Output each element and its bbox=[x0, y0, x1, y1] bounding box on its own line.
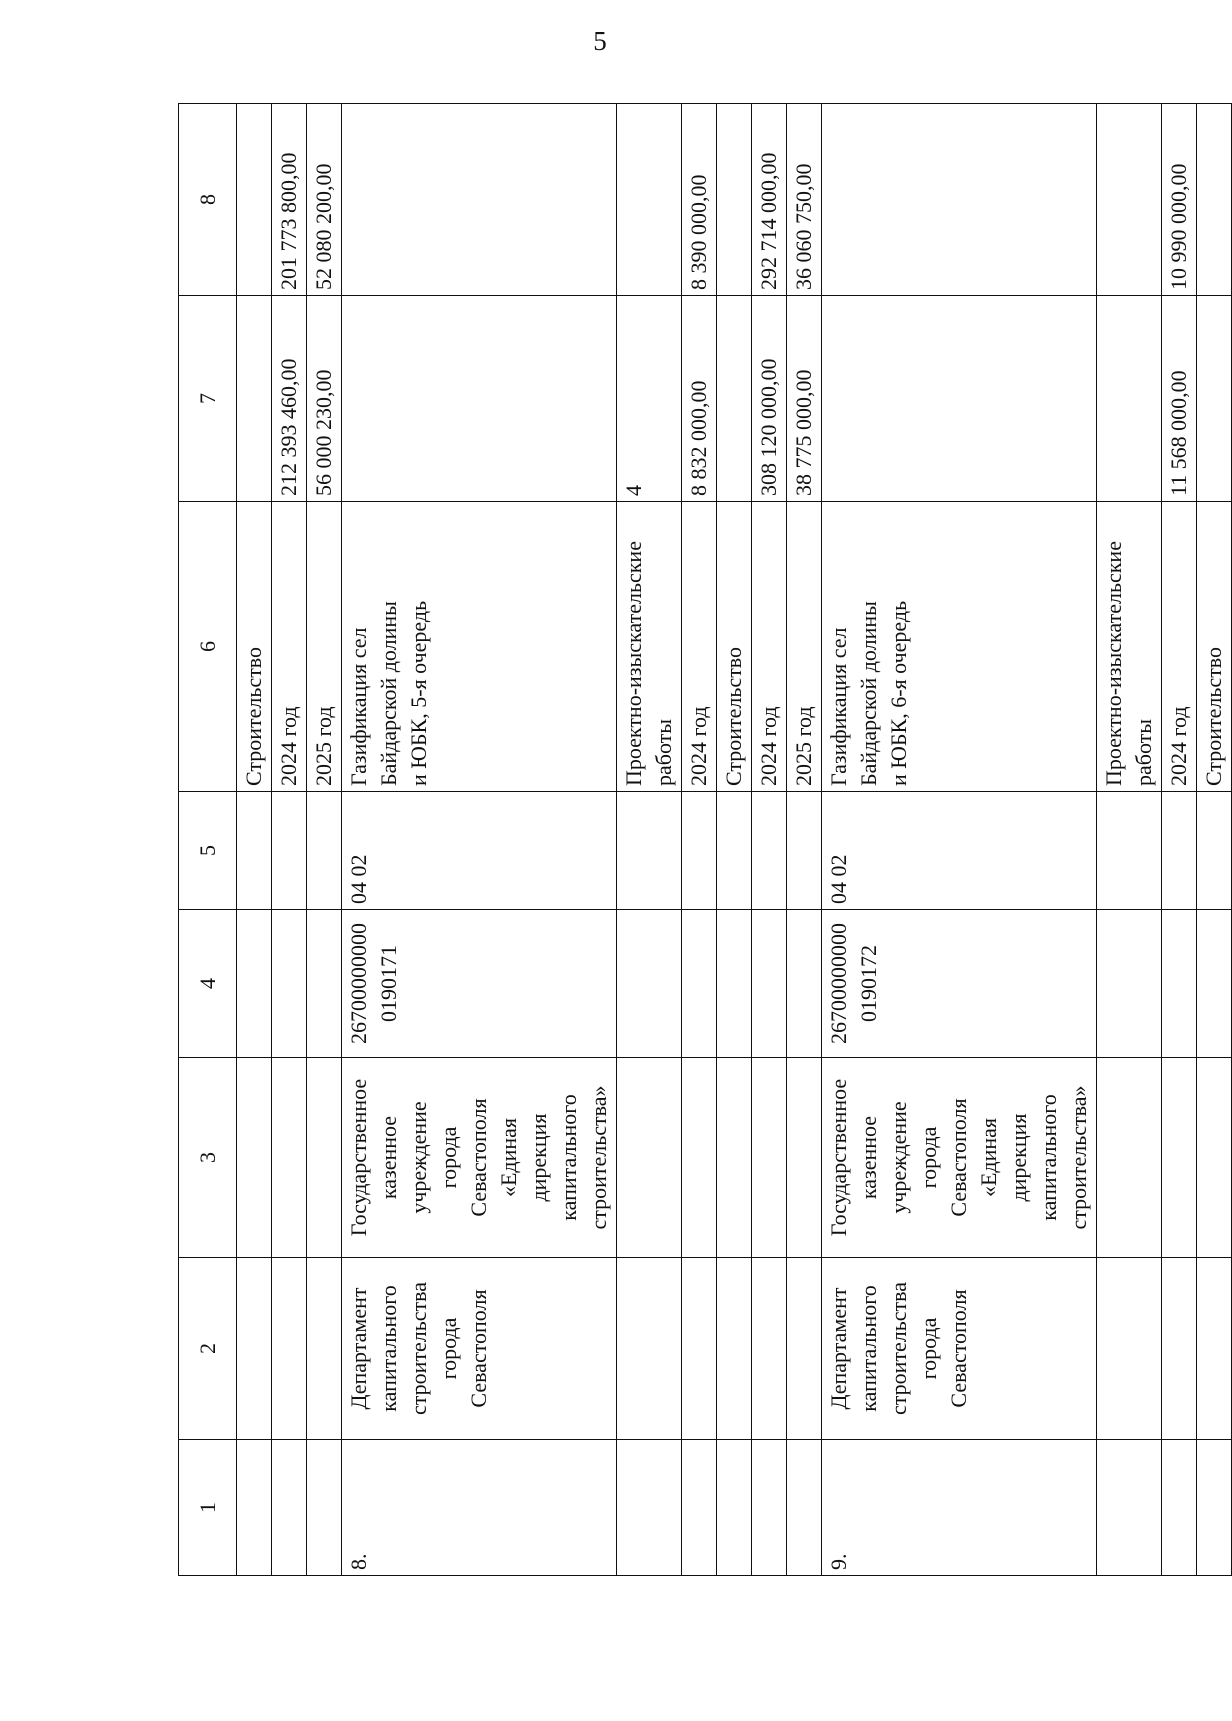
amount-cell bbox=[237, 104, 272, 296]
amount-cell bbox=[1097, 104, 1162, 296]
amount-cell bbox=[1197, 296, 1232, 502]
table-row bbox=[307, 104, 342, 1576]
amount-cell bbox=[342, 104, 617, 296]
section-cell: 04 02 bbox=[342, 792, 617, 910]
code-cell bbox=[717, 910, 752, 1058]
section-cell bbox=[752, 792, 787, 910]
code-cell bbox=[307, 910, 342, 1058]
header-cell-7: 7 bbox=[179, 296, 237, 502]
row-number-cell bbox=[787, 1440, 822, 1576]
amount-cell bbox=[342, 296, 617, 502]
amount-cell: 308 120 000,00 bbox=[752, 296, 787, 502]
row-number-cell bbox=[237, 1440, 272, 1576]
row-number-cell bbox=[682, 1440, 717, 1576]
description-cell: 2024 год bbox=[752, 502, 787, 792]
institution-cell bbox=[307, 1058, 342, 1258]
amount-cell: 38 775 000,00 bbox=[787, 296, 822, 502]
table-row bbox=[752, 104, 787, 1576]
section-cell bbox=[307, 792, 342, 910]
description-cell: 2024 год bbox=[272, 502, 307, 792]
header-cell-6: 6 bbox=[179, 502, 237, 792]
table-row bbox=[682, 104, 717, 1576]
department-cell bbox=[237, 1258, 272, 1440]
amount-cell bbox=[717, 104, 752, 296]
department-cell bbox=[787, 1258, 822, 1440]
amount-cell bbox=[822, 296, 1097, 502]
row-number-cell bbox=[272, 1440, 307, 1576]
table-row bbox=[617, 104, 682, 1576]
row-number-cell bbox=[617, 1440, 682, 1576]
department-cell bbox=[682, 1258, 717, 1440]
description-cell: 2024 год bbox=[1162, 502, 1197, 792]
code-cell bbox=[752, 910, 787, 1058]
institution-cell: Государственное казенное учреждение города Севастополя «Единая дирекция капитального строительства» bbox=[342, 1058, 617, 1258]
table-row bbox=[1197, 104, 1232, 1576]
code-cell bbox=[1097, 910, 1162, 1058]
header-cell-8: 8 bbox=[179, 104, 237, 296]
code-cell bbox=[272, 910, 307, 1058]
section-cell bbox=[787, 792, 822, 910]
amount-cell: 292 714 000,00 bbox=[752, 104, 787, 296]
department-cell bbox=[752, 1258, 787, 1440]
institution-cell bbox=[787, 1058, 822, 1258]
amount-cell: 8 832 000,00 bbox=[682, 296, 717, 502]
department-cell bbox=[1162, 1258, 1197, 1440]
amount-cell bbox=[822, 104, 1097, 296]
description-cell: Газификация сел Байдарской долины и ЮБК, 6-я очередь bbox=[822, 502, 1097, 792]
code-cell bbox=[682, 910, 717, 1058]
amount-cell: 52 080 200,00 bbox=[307, 104, 342, 296]
description-cell: 2025 год bbox=[787, 502, 822, 792]
code-cell bbox=[617, 910, 682, 1058]
amount-cell bbox=[717, 296, 752, 502]
header-cell-1: 1 bbox=[179, 1440, 237, 1576]
department-cell bbox=[1197, 1258, 1232, 1440]
table-row bbox=[342, 104, 617, 1576]
department-cell bbox=[617, 1258, 682, 1440]
table-row bbox=[1162, 104, 1197, 1576]
department-cell: Департамент капитального строительства города Севастополя bbox=[342, 1258, 617, 1440]
description-cell: Проектно-изыскательские работы bbox=[617, 502, 682, 792]
amount-cell: 212 393 460,00 bbox=[272, 296, 307, 502]
description-cell: Проектно-изыскательские работы bbox=[1097, 502, 1162, 792]
description-cell: 2024 год bbox=[682, 502, 717, 792]
institution-cell bbox=[1197, 1058, 1232, 1258]
institution-cell bbox=[617, 1058, 682, 1258]
code-cell bbox=[237, 910, 272, 1058]
institution-cell bbox=[1097, 1058, 1162, 1258]
department-cell bbox=[717, 1258, 752, 1440]
row-number-cell bbox=[307, 1440, 342, 1576]
section-cell bbox=[1162, 792, 1197, 910]
header-row bbox=[179, 104, 237, 1576]
institution-cell bbox=[237, 1058, 272, 1258]
table-row bbox=[272, 104, 307, 1576]
header-cell-4: 4 bbox=[179, 910, 237, 1058]
code-cell bbox=[787, 910, 822, 1058]
amount-cell: 36 060 750,00 bbox=[787, 104, 822, 296]
code-cell: 26700000000 0190171 bbox=[342, 910, 617, 1058]
amount-cell: 8 390 000,00 bbox=[682, 104, 717, 296]
table-row bbox=[1097, 104, 1162, 1576]
amount-cell bbox=[617, 104, 682, 296]
amount-cell: 10 990 000,00 bbox=[1162, 104, 1197, 296]
department-cell: Департамент капитального строительства города Севастополя bbox=[822, 1258, 1097, 1440]
department-cell bbox=[272, 1258, 307, 1440]
row-number-cell: 8. bbox=[342, 1440, 617, 1576]
description-cell: Строительство bbox=[717, 502, 752, 792]
table-row bbox=[717, 104, 752, 1576]
amount-cell: 11 568 000,00 bbox=[1162, 296, 1197, 502]
institution-cell bbox=[1162, 1058, 1197, 1258]
row-number-cell: 9. bbox=[822, 1440, 1097, 1576]
section-cell bbox=[1197, 792, 1232, 910]
section-cell: 04 02 bbox=[822, 792, 1097, 910]
institution-cell bbox=[682, 1058, 717, 1258]
rotated-table-wrapper bbox=[178, 104, 1226, 1576]
row-number-cell bbox=[752, 1440, 787, 1576]
section-cell bbox=[272, 792, 307, 910]
page-number: 5 bbox=[593, 26, 607, 56]
header-cell-3: 3 bbox=[179, 1058, 237, 1258]
section-cell bbox=[717, 792, 752, 910]
row-number-cell bbox=[1197, 1440, 1232, 1576]
header-cell-5: 5 bbox=[179, 792, 237, 910]
row-number-cell bbox=[1162, 1440, 1197, 1576]
section-cell bbox=[682, 792, 717, 910]
department-cell bbox=[307, 1258, 342, 1440]
description-cell: Газификация сел Байдарской долины и ЮБК, 5-я очередь bbox=[342, 502, 617, 792]
code-cell: 26700000000 0190172 bbox=[822, 910, 1097, 1058]
code-cell bbox=[1197, 910, 1232, 1058]
row-number-cell bbox=[1097, 1440, 1162, 1576]
institution-cell bbox=[752, 1058, 787, 1258]
amount-cell: 201 773 800,00 bbox=[272, 104, 307, 296]
section-cell bbox=[617, 792, 682, 910]
amount-cell: 56 000 230,00 bbox=[307, 296, 342, 502]
header-cell-2: 2 bbox=[179, 1258, 237, 1440]
amount-cell bbox=[1097, 296, 1162, 502]
amount-cell bbox=[237, 296, 272, 502]
institution-cell bbox=[717, 1058, 752, 1258]
table-row bbox=[237, 104, 272, 1576]
table-row bbox=[787, 104, 822, 1576]
section-cell bbox=[237, 792, 272, 910]
description-cell: 2025 год bbox=[307, 502, 342, 792]
department-cell bbox=[1097, 1258, 1162, 1440]
budget-table bbox=[178, 103, 1232, 1576]
institution-cell: Государственное казенное учреждение города Севастополя «Единая дирекция капитального строительства» bbox=[822, 1058, 1097, 1258]
section-cell bbox=[1097, 792, 1162, 910]
row-number-cell bbox=[717, 1440, 752, 1576]
amount-cell bbox=[1197, 104, 1232, 296]
amount-cell: 4 bbox=[617, 296, 682, 502]
institution-cell bbox=[272, 1058, 307, 1258]
code-cell bbox=[1162, 910, 1197, 1058]
description-cell: Строительство bbox=[1197, 502, 1232, 792]
table-row bbox=[822, 104, 1097, 1576]
description-cell: Строительство bbox=[237, 502, 272, 792]
